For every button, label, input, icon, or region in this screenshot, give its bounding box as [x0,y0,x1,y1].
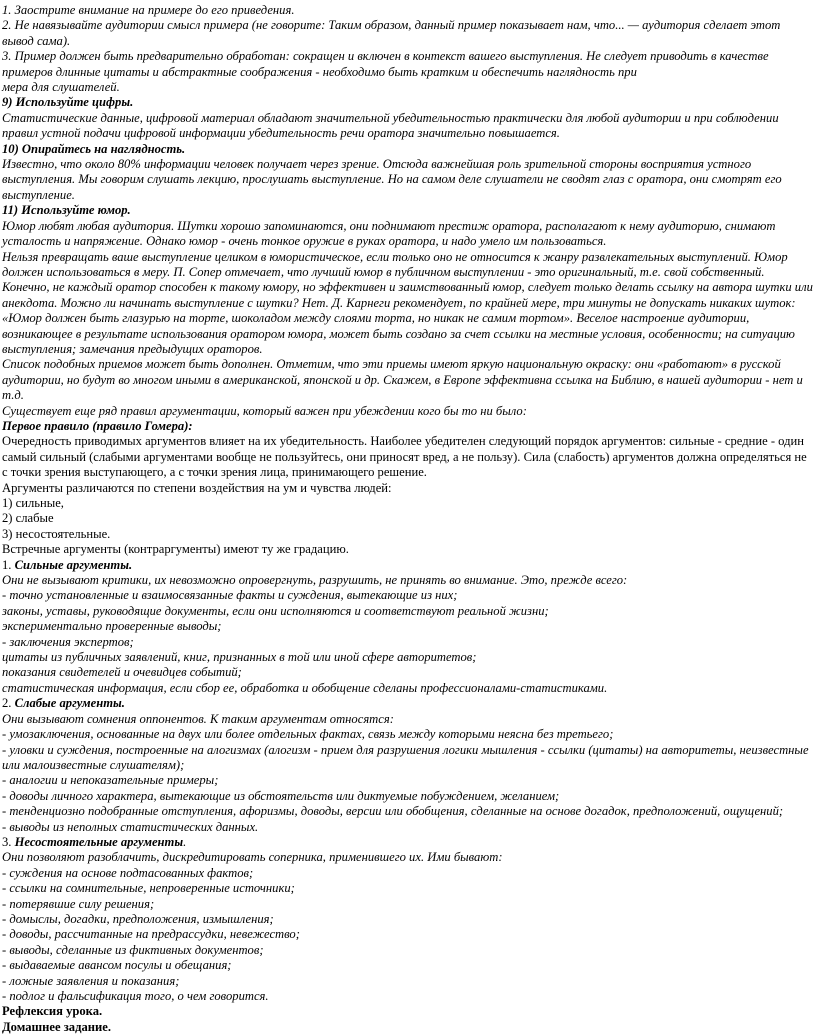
section-11-paragraph-1: Юмор любят любая аудитория. Шутки хорошо запоминаются, они поднимают престиж оратора, располагают к нему аудиторию, снимают усталость и напряжение. Однако юмор - очень тонкое оружие в руках оратора, и надо умело им пользоваться. [2,218,776,249]
lesson-reflection-heading: Рефлексия урока. [2,1004,103,1019]
section-9-heading: 9) Используйте цифры. [2,95,134,110]
homer-rule-paragraph-3: Встречные аргументы (контраргументы) имеют ту же градацию. [2,542,349,557]
weak-argument-line: Они вызывают сомнения оппонентов. К таким аргументам относятся: [2,711,394,726]
strong-argument-line: - точно установленные и взаимосвязанные факты и суждения, вытекающие из них; [2,588,458,603]
weak-argument-line: - уловки и суждения, построенные на алогизмах (алогизм - прием для разрушения логики мышления - ссылки (цитаты) на авторитеты, неизвестные или малоизвестные слушателям); [2,742,809,772]
homer-rule-paragraph-2: Аргументы различаются по степени воздействия на ум и чувства людей: [2,480,392,495]
intro-item-3: 3. Пример должен быть предварительно обработан: сокращен и включен в контекст вашего выступления. Не следует приводить в качестве примеров длинные цитаты и абстрактные соображения - необходимо быть кратким и обеспечить наглядность при [2,49,769,79]
argument-level-1: 1) сильные, [2,496,64,510]
invalid-arguments-title-period: . [183,834,187,849]
weak-arguments-heading [2,696,814,711]
section-11-paragraph-4: Существует еще ряд правил аргументации, который важен при убеждении кого бы то ни было: [2,403,527,418]
strong-argument-line: статистическая информация, если сбор ее, обработка и обобщение сделаны профессионалами-статистиками. [2,680,608,695]
weak-argument-line: - выводы из неполных статистических данных. [2,819,259,834]
weak-argument-line: - аналогии и непоказательные примеры; [2,773,219,788]
strong-argument-line: показания свидетелей и очевидцев событий; [2,665,242,680]
weak-arguments-number: 2. [2,696,15,711]
weak-arguments-title: Слабые аргументы. [14,696,125,711]
weak-argument-line: - умозаключения, основанные на двух или более отдельных фактах, связь между которыми неясна без третьего; [2,727,614,742]
invalid-argument-line: Они позволяют разоблачить, дискредитировать соперника, применившего их. Ими бывают: [2,850,503,865]
strong-arguments-heading [2,558,814,573]
homer-rule-paragraph-1: Очередность приводимых аргументов влияет на их убедительность. Наиболее убедителен следующий порядок аргументов: сильные - средние - один самый сильный (слабыми аргументами вообще не пользуйтесь, они приносят вред, а не пользу). Сила (слабость) аргументов должна определяться не с точки зрения выступающего, а с точки зрения лица, принимающего решение. [2,434,807,480]
strong-argument-line: цитаты из публичных заявлений, книг, признанных в той или иной сфере авторитетов; [2,650,477,665]
homework-heading: Домашнее задание. [2,1019,112,1034]
invalid-argument-line: - домыслы, догадки, предположения, измышления; [2,911,274,926]
section-11-paragraph-3: Список подобных приемов может быть дополнен. Отметим, что эти приемы имеют яркую национальную окраску: они «работают» в русской аудитории, но будут во многом иными в американской, японской и др. Скажем, в Европе эффективна ссылка на Библию, в нашей аудитории - нет и т.д. [2,357,803,403]
argument-level-2: 2) слабые [2,511,54,526]
invalid-argument-line: - подлог и фальсификация того, о чем говорится. [2,989,269,1003]
strong-argument-line: экспериментально проверенные выводы; [2,619,222,634]
weak-argument-line: - доводы личного характера, вытекающие из обстоятельств или диктуемые побуждением, желанием; [2,788,560,803]
invalid-argument-line: - ложные заявления и показания; [2,973,180,988]
section-11-heading: 11) Используйте юмор. [2,203,131,218]
strong-argument-line: законы, уставы, руководящие документы, если они исполняются и соответствуют реальной жизни; [2,603,549,618]
invalid-argument-line: - доводы, рассчитанные на предрассудки, невежество; [2,927,300,942]
homer-rule-heading: Первое правило (правило Гомера): [2,418,193,433]
strong-argument-line: - заключения экспертов; [2,634,134,649]
intro-item-1: 1. Заострите внимание на примере до его приведения. [2,3,295,17]
section-9-text: Статистические данные, цифровой материал обладают значительной убедительностью практически для любой аудитории и при соблюдении правил устной подачи цифровой информации убедительность речи оратора значительно повышается. [2,110,779,141]
weak-argument-line: - тенденциозно подобранные отступления, афоризмы, доводы, версии или обобщения, сделанные на основе догадок, предположений, ощущений; [2,804,784,819]
invalid-arguments-title: Несостоятельные аргументы [14,834,184,849]
section-10-text: Известно, что около 80% информации человек получает через зрение. Отсюда важнейшая роль зрительной стороны восприятия устного выступления. Мы говорим слушать лекцию, прослушать выступление. Но на самом деле слушатели не сводят глаз с оратора, они смотрят его выступление. [2,157,782,202]
intro-item-3-continued: мера для слушателей. [2,80,120,95]
invalid-argument-line: - ссылки на сомнительные, непроверенные источники; [2,881,295,896]
argument-level-3: 3) несостоятельные. [2,526,111,541]
intro-item-2: 2. Не навязывайте аудитории смысл примера (не говорите: Таким образом, данный пример показывает нам, что... — аудитория сделает этот вывод сама). [2,18,781,48]
invalid-argument-line: - выводы, сделанные из фиктивных документов; [2,942,264,957]
invalid-argument-line: - суждения на основе подтасованных фактов; [2,865,254,880]
invalid-arguments-heading [2,835,814,850]
section-10-heading: 10) Опирайтесь на наглядность. [2,141,186,156]
section-11-paragraph-2: Нельзя превращать ваше выступление целиком в юмористическое, если только оно не относится к жанру развлекательных выступлений. Юмор должен использоваться в меру. П. Сопер отмечает, что лучший юмор в публичном выступлении - это оригинальный, т.е. свой собственный. Конечно, не каждый оратор способен к такому юмору, но эффективен и заимствованный юмор, следует только делать ссылку на автора шутки или анекдота. Можно ли начинать выступление с шутки? Нет. Д. Карнеги рекомендует, по крайней мере, три минуты не допускать никаких шуток: «Юмор должен быть глазурью на торте, шоколадом между слоями торта, но никак не самим тортом». Веселое настроение аудитории, возникающее в результате использования оратором юмора, может быть создано за счет ссылки на местные условия, особенности; на ситуацию выступления; замечания предыдущих ораторов. [2,249,813,356]
invalid-arguments-number: 3. [2,834,15,849]
invalid-argument-line: - выдаваемые авансом посулы и обещания; [2,958,232,973]
strong-arguments-number: 1. [2,557,15,572]
strong-arguments-title: Сильные аргументы. [14,557,133,572]
invalid-argument-line: - потерявшие силу решения; [2,896,155,911]
strong-argument-line: Они не вызывают критики, их невозможно опровергнуть, разрушить, не принять во внимание. Это, прежде всего: [2,573,628,588]
